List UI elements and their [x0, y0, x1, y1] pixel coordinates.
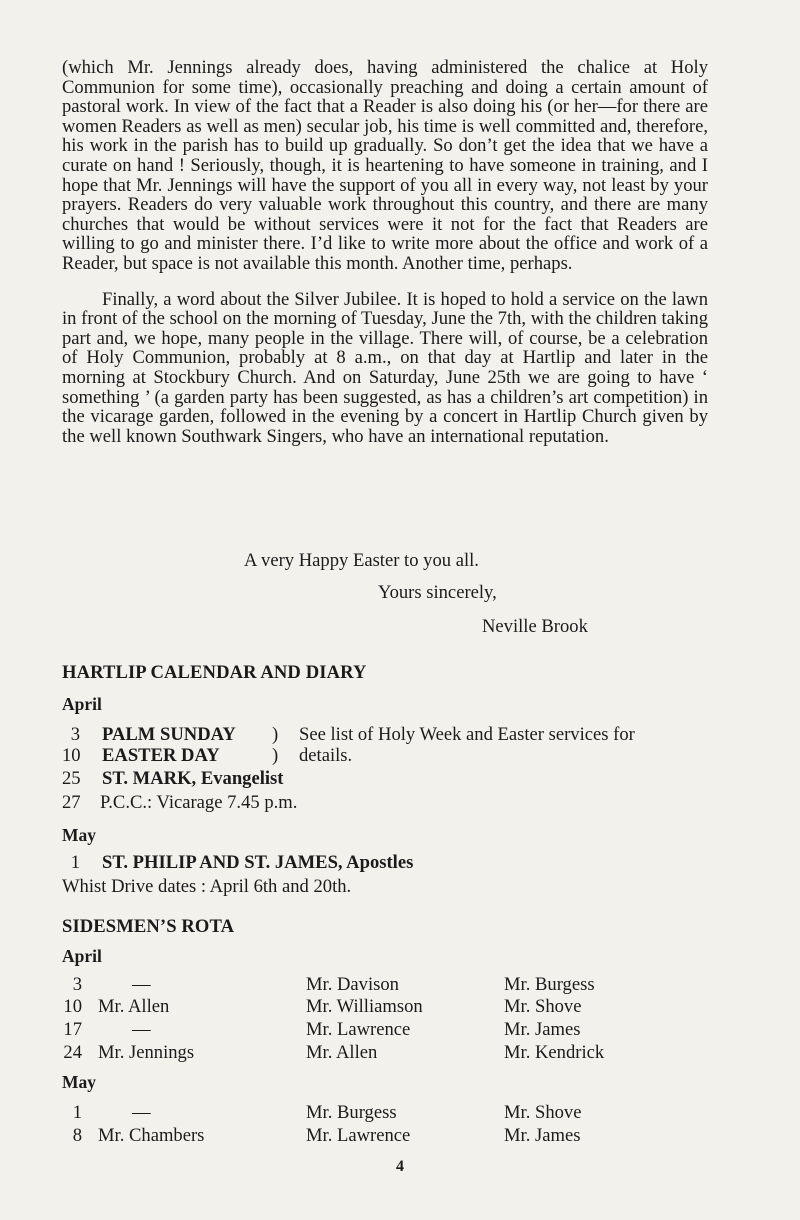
calendar-entry [62, 852, 712, 874]
calendar-day: 25 [62, 768, 81, 789]
calendar-day: 27 [62, 792, 81, 813]
rota-day: 24 [63, 1042, 82, 1063]
rota-day: 8 [72, 1125, 82, 1146]
rota-col-1: — [132, 1019, 151, 1040]
rota-day: 10 [63, 996, 82, 1017]
rota-may-label: May [62, 1072, 97, 1092]
rota-row [62, 1102, 712, 1124]
calendar-title: ST. MARK, Evangelist [102, 768, 284, 789]
calendar-entry [62, 745, 712, 767]
rota-col-2: Mr. Lawrence [306, 1019, 411, 1040]
rota-col-1: Mr. Jennings [98, 1042, 195, 1063]
rota-col-3: Mr. Kendrick [504, 1042, 605, 1063]
calendar-bracket: ) [272, 724, 279, 745]
rota-row [62, 1125, 712, 1147]
calendar-entry [62, 768, 712, 790]
rota-col-3: Mr. Burgess [504, 974, 595, 995]
rota-col-2: Mr. Williamson [306, 996, 423, 1017]
calendar-entry [62, 792, 712, 814]
rota-day: 3 [72, 974, 82, 995]
calendar-note: P.C.C.: Vicarage 7.45 p.m. [100, 792, 298, 813]
letter-paragraph-2: Finally, a word about the Silver Jubilee. It is hoped to hold a service on the lawn in front of the school on the morning of Tuesday, June the 7th, with the children taking part and, we hope, many people in the village. There will, of course, be a celebration of Holy Communion, probably at 8 a.m., on that day at Hartlip and later in the morning at Stockbury Church. And on Saturday, June 25th we are going to have ‘ something ’ (a garden party has been suggested, as has a children’s art competition) in the vicarage garden, followed in the evening by a concert in Hartlip Church given by the well known Southwark Singers, who have an international reputation. [62, 288, 708, 447]
rota-day: 17 [63, 1019, 82, 1040]
rota-col-3: Mr. Shove [504, 996, 582, 1017]
page-number: 4 [396, 1158, 404, 1175]
rota-col-2: Mr. Lawrence [306, 1125, 411, 1146]
rota-col-2: Mr. Davison [306, 974, 399, 995]
calendar-entry [62, 724, 712, 746]
rota-row [62, 974, 712, 996]
greeting: A very Happy Easter to you all. [244, 550, 479, 571]
letter-paragraph-1: (which Mr. Jennings already does, having administered the chalice at Holy Communion for some time), occasionally preaching and doing a certain amount of pastoral work. In view of the fact that a Reader is also doing his (or her—for there are women Readers as well as men) secular job, his time is well committed and, therefore, his work in the parish has to build up gradually. So don’t get the idea that we have a curate on hand ! Seriously, though, it is heartening to have someone in training, and I hope that Mr. Jennings will have the support of you all in every way, not least by your prayers. Readers do very valuable work throughout this country, and there are many churches that would be without services were it not for the fact that Readers are willing to go and minister there. I’d like to write more about the office and work of a Reader, but space is not available this month. Another time, perhaps. [62, 57, 708, 274]
calendar-april-label: April [62, 694, 102, 714]
signature: Neville Brook [482, 616, 588, 637]
calendar-day: 1 [70, 852, 80, 873]
calendar-may-label: May [62, 825, 97, 845]
rota-row [62, 996, 712, 1018]
rota-col-1: Mr. Chambers [98, 1125, 205, 1146]
rota-april-label: April [62, 946, 102, 966]
letter-body [62, 58, 708, 446]
calendar-day: 10 [62, 745, 81, 766]
rota-day: 1 [72, 1102, 82, 1123]
calendar-note: See list of Holy Week and Easter services for [299, 724, 635, 745]
rota-row [62, 1042, 712, 1064]
whist-drive-dates: Whist Drive dates : April 6th and 20th. [62, 876, 352, 897]
rota-col-3: Mr. James [504, 1125, 581, 1146]
rota-col-1: — [132, 1102, 151, 1123]
calendar-title: EASTER DAY [102, 745, 220, 766]
rota-heading: SIDESMEN’S ROTA [62, 916, 235, 937]
rota-row [62, 1019, 712, 1041]
calendar-note: details. [299, 745, 353, 766]
calendar-bracket: ) [272, 745, 279, 766]
calendar-title: ST. PHILIP AND ST. JAMES, Apostles [102, 852, 414, 873]
signoff: Yours sincerely, [378, 582, 497, 603]
calendar-day: 3 [70, 724, 80, 745]
rota-col-3: Mr. James [504, 1019, 581, 1040]
rota-col-3: Mr. Shove [504, 1102, 582, 1123]
calendar-title: PALM SUNDAY [102, 724, 236, 745]
rota-col-2: Mr. Allen [306, 1042, 378, 1063]
rota-col-1: — [132, 974, 151, 995]
rota-col-2: Mr. Burgess [306, 1102, 397, 1123]
calendar-heading: HARTLIP CALENDAR AND DIARY [62, 662, 367, 683]
rota-col-1: Mr. Allen [98, 996, 170, 1017]
